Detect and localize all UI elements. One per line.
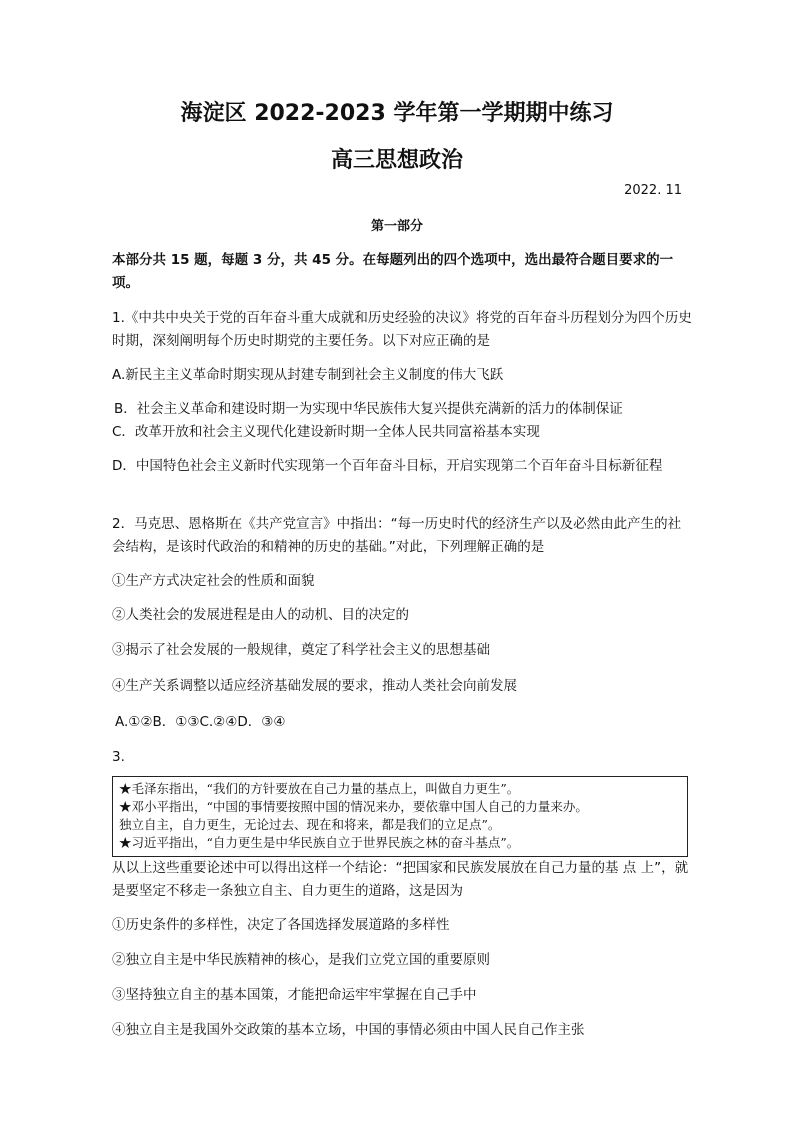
q1-option-d: D．中国特色社会主义新时代实现第一个百年奋斗目标，开启实现第二个百年奋斗目标新征程 — [112, 458, 663, 474]
q1-option-b: B．社会主义革命和建设时期一为实现中华民族伟大复兴提供充满新的活力的体制保证 — [114, 401, 623, 417]
section-heading: 第一部分 — [370, 219, 423, 234]
q1-option-c: C．改革开放和社会主义现代化建设新时期一全体人民共同富裕基本实现 — [112, 424, 540, 440]
q2-statement-1: ①生产方式决定社会的性质和面貌 — [112, 573, 315, 589]
exam-subject: 高三思想政治 — [330, 148, 463, 173]
q1-stem: 1.《中共中央关于党的百年奋斗重大成就和历史经验的决议》将党的百年奋斗历程划分为四个历史时期，深刻阐明每个历史时期党的主要任务。以下对应正确的是 — [112, 310, 692, 349]
q3-quote-deng-cont: 独立自主，自力更生，无论过去、现在和将来，都是我们的立足点”。 — [119, 817, 501, 832]
exam-date: 2022. 11 — [624, 183, 682, 198]
q2-statement-3: ③揭示了社会发展的一般规律，奠定了科学社会主义的思想基础 — [112, 642, 490, 658]
section-instructions: 本部分共 15 题，每题 3 分，共 45 分。在每题列出的四个选项中，选出最符合题目要求的一项。 — [112, 252, 674, 291]
q3-quote-deng: ★邓小平指出，“中国的事情要按照中国的情况来办，要依靠中国人自己的力量来办。 — [119, 799, 588, 814]
exam-title: 海淀区 2022-2023 学年第一学期期中练习 — [180, 101, 614, 126]
q2-statement-2: ②人类社会的发展进程是由人的动机、目的决定的 — [112, 607, 409, 623]
q3-quote-xi: ★习近平指出，“自力更生是中华民族自立于世界民族之林的奋斗基点”。 — [119, 835, 520, 850]
q3-stem: 从以上这些重要论述中可以得出这样一个结论：“把国家和民族发展放在自己力量的基 点 上”，就是要坚定不移走一条独立自主、自力更生的道路，这是因为 — [112, 860, 689, 899]
q1-option-a: A.新民主主义革命时期实现从封建专制到社会主义制度的伟大飞跃 — [112, 367, 504, 383]
q3-statement-4: ④独立自主是我国外交政策的基本立场，中国的事情必须由中国人民自己作主张 — [112, 1022, 585, 1038]
q3-quote-mao: ★毛泽东指出，“我们的方针要放在自己力量的基点上，叫做自力更生”。 — [119, 781, 520, 796]
q3-statement-1: ①历史条件的多样性，决定了各国选择发展道路的多样性 — [112, 917, 450, 933]
q2-stem: 2．马克思、恩格斯在《共产党宣言》中指出：“每一历史时代的经济生产以及必然由此产生的社 会结构，是该时代政治的和精神的历史的基础。”对此，下列理解正确的是 — [112, 516, 682, 555]
q3-quote-box — [112, 776, 688, 857]
q3-statement-3: ③坚持独立自主的基本国策，才能把命运牢牢掌握在自己手中 — [112, 987, 477, 1003]
q2-statement-4: ④生产关系调整以适应经济基础发展的要求，推动人类社会向前发展 — [112, 678, 517, 694]
q3-statement-2: ②独立自主是中华民族精神的核心，是我们立党立国的重要原则 — [112, 952, 490, 968]
q3-number: 3. — [112, 749, 125, 765]
q2-choices: A.①②B．①③C.②④D．③④ — [115, 714, 286, 730]
